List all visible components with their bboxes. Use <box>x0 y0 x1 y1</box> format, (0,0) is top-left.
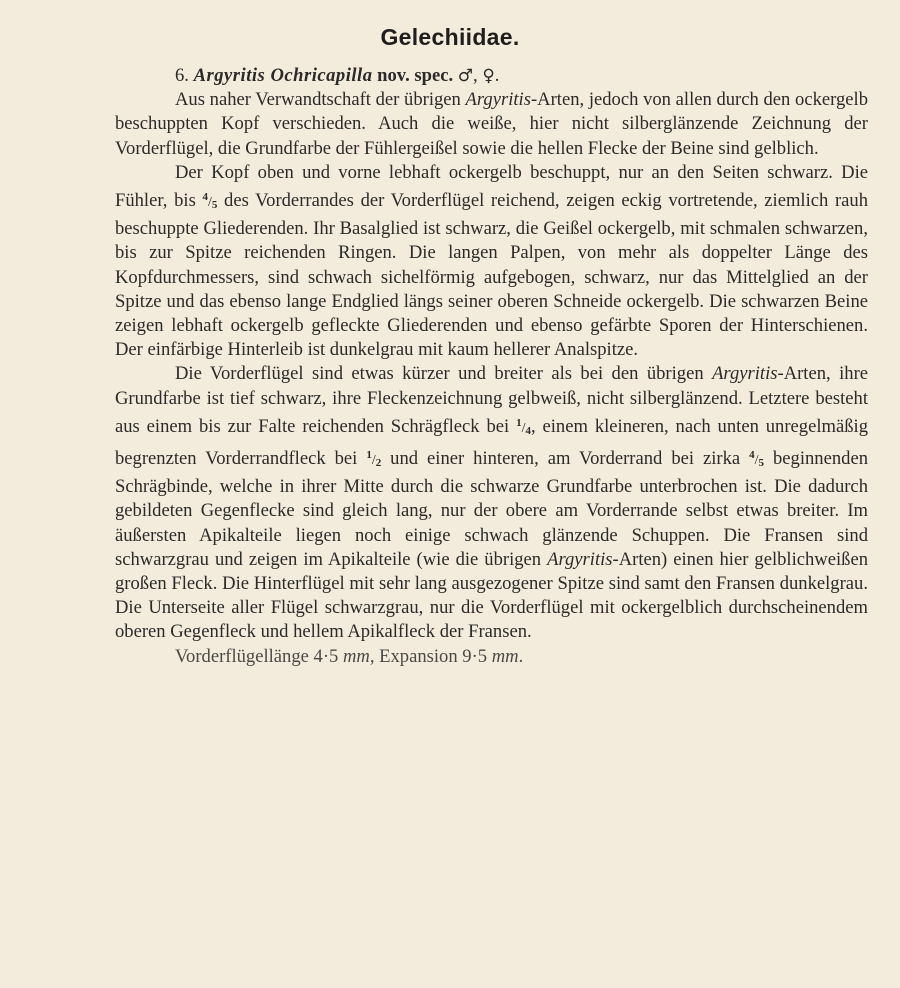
entry-number: 6. <box>175 65 189 86</box>
genus-italic: Argyritis <box>465 89 531 111</box>
separator-comma: , <box>473 65 478 86</box>
fraction: $^4/_5$ <box>202 191 218 212</box>
running-header: Gelechiidae. <box>380 24 520 50</box>
female-symbol: ♀ <box>482 66 495 86</box>
paragraph-diagnosis <box>115 88 868 161</box>
measurements-line <box>115 645 868 669</box>
fraction-denominator: 2 <box>375 457 382 470</box>
fraction: $^1/_4$ <box>516 416 531 437</box>
fraction-denominator: 5 <box>211 199 218 212</box>
species-description <box>115 64 868 669</box>
nov-spec-label: nov. spec. <box>377 65 454 86</box>
male-symbol: ♂ <box>457 66 474 86</box>
text-run: Aus naher Verwandtschaft der übrigen <box>175 89 466 111</box>
text-run: und einer hinteren, am Vorderrand bei zirka <box>381 448 750 470</box>
separator-period: . <box>494 65 500 86</box>
genus-italic: Argyritis <box>547 548 613 570</box>
text-run: , einem kleineren, nach unten unregelmäßig begrenzten Vorderrandfleck bei <box>115 415 868 470</box>
genus-italic: Argyritis <box>712 363 778 385</box>
text-run: -Arten, ihre Grundfarbe ist tief schwarz, ihre Fleckenzeichnung gelbweiß, nicht silberglänzend. Letztere besteht aus einem bis zur Falte reichenden Schrägfleck bei <box>115 363 869 437</box>
fraction-numerator: 4 <box>749 449 755 462</box>
text-run: Der Kopf oben und vorne lebhaft ockergelb beschuppt, nur an den Seiten schwarz. Die Fühler, bis <box>115 161 868 212</box>
fraction-numerator: 4 <box>202 191 208 204</box>
text-run: beginnenden Schrägbinde, welche in ihrer Mitte durch die schwarze Grundfarbe unterbrochen ist. Die dadurch gebildeten Gegenflecke sind gleich lang, nur der obere am Vorderrande selbst etwas breiter. Im äußersten Apikalteile liegen noch einige schwach glänzende Schuppen. Die Fransen sind schwarzgrau und zeigen im Apikalteile (wie die übrigen <box>115 448 869 570</box>
species-heading <box>115 64 868 88</box>
fraction-numerator: 1 <box>366 449 372 462</box>
text-run: Vorderflügellänge 4·5 <box>175 645 343 667</box>
text-run: des Vorderrandes der Vorderflügel reichend, zeigen eckig vortretende, ziemlich rauh beschuppte Gliederenden. Ihr Basalglied ist schwarz, die Geißel ockergelb, mit schmalen schwarzen, bis zur Spitze reichenden Ringen. Die langen Palpen, von mehr als doppelter Länge des Kopfdurchmessers, sind schwach sichelförmig aufgebogen, schwarz, nur das Mittelglied an der Spitze und das ebenso lange Endglied längs seiner oberen Schneide ockergelb. Die schwarzen Beine zeigen lebhaft ockergelb gefleckte Gliederenden und ebenso gefärbte Sporen der Hinterschienen. Der einfärbige Hinterleib ist dunkelgrau mit kaum hellerer Analspitze. <box>115 190 868 361</box>
epithet-name: Ochricapilla <box>270 65 373 86</box>
fraction: $^1/_2$ <box>366 449 382 470</box>
paragraph-forewing-description <box>115 362 868 644</box>
species-name <box>194 65 373 86</box>
paragraph-head-description <box>115 161 868 363</box>
fraction-numerator: 1 <box>516 416 522 429</box>
fraction-denominator: 4 <box>525 424 531 437</box>
text-run: -Arten, jedoch von allen durch den ockergelb beschuppten Kopf verschieden. Auch die weiße, hier nicht silberglänzende Zeichnung der Vorderflügel, die Grundfarbe der Fühlergeißel sowie die hellen Flecke der Beine sind gelblich. <box>115 89 868 159</box>
fraction-denominator: 5 <box>758 457 765 470</box>
fraction: $^4/_5$ <box>749 449 765 470</box>
unit-mm: mm <box>491 645 519 667</box>
unit-mm: mm <box>342 645 370 667</box>
text-run: , Expansion 9·5 <box>369 645 492 667</box>
text-run: Die Vorderflügel sind etwas kürzer und breiter als bei den übrigen <box>175 363 713 385</box>
text-run: -Arten) einen hier gelblichweißen großen Fleck. Die Hinterflügel mit sehr lang ausgezogener Spitze sind samt den Fransen dunkelgrau. Die Unterseite aller Flügel schwarzgrau, nur die Vorderflügel mit ockergelblich durchscheinendem oberen Gegenfleck und hellem Apikalfleck der Fransen. <box>115 548 868 643</box>
text-run: . <box>518 645 524 667</box>
genus-name: Argyritis <box>193 65 266 86</box>
